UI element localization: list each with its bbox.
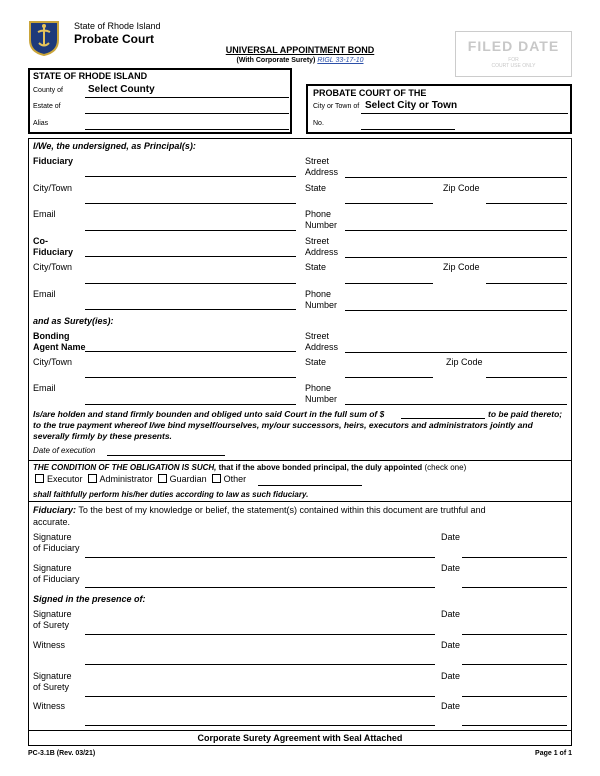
guardian-option[interactable] [158, 474, 207, 484]
fiduciary-email-field[interactable] [85, 230, 296, 231]
condition-rest: that if the above bonded principal, the duly appointed [216, 463, 423, 472]
of-surety-label-2: of Surety [33, 682, 70, 692]
obligation-line-2: to the true payment whereof I/we bind myself/ourselves, my/our successors, heirs, executors and administrators jointly and [33, 420, 533, 430]
of-surety-label-1: of Surety [33, 620, 70, 630]
statute-link[interactable]: RIGL 33-17-10 [317, 57, 364, 64]
surety-signature-field-1[interactable] [85, 634, 435, 635]
fiduciary-state-field[interactable] [345, 203, 433, 204]
date-label-6: Date [441, 701, 461, 711]
co-fiduciary-zip-field[interactable] [486, 283, 567, 284]
condition-lead: THE CONDITION OF THE OBLIGATION IS SUCH, [33, 463, 217, 472]
of-fiduciary-label-2: of Fiduciary [33, 574, 80, 584]
obligation-text-1: Is/are holden and stand firmly bounden and obliged unto said Court in the full sum of $ [33, 409, 385, 419]
other-label: Other [223, 474, 247, 484]
date-label-2: Date [441, 563, 461, 573]
email-label-3: Email [33, 383, 56, 393]
administrator-option[interactable] [88, 474, 153, 484]
form-subtitle [208, 57, 392, 64]
fiduciary-city-field[interactable] [85, 203, 296, 204]
no-label: No. [313, 120, 324, 127]
seal-attached-note: Corporate Surety Agreement with Seal Attached [197, 733, 403, 743]
other-checkbox[interactable] [212, 474, 221, 483]
estate-label: Estate of [33, 103, 61, 110]
case-number-field[interactable] [361, 129, 455, 130]
divider-1 [28, 460, 572, 461]
attest-lead: Fiduciary: [33, 505, 77, 515]
date-execution-field[interactable] [107, 455, 225, 456]
date-field-6[interactable] [462, 725, 567, 726]
city-town-label-1: City/Town [33, 183, 73, 193]
street-label-3: Street [305, 331, 330, 341]
date-label-1: Date [441, 532, 461, 542]
phone-label-2: Phone [305, 289, 332, 299]
street-label-1: Street [305, 156, 330, 166]
fiduciary-signature-field-2[interactable] [85, 587, 435, 588]
number-label-2: Number [305, 300, 338, 310]
administrator-checkbox[interactable] [88, 474, 97, 483]
state-heading: STATE OF RHODE ISLAND [33, 71, 148, 81]
probate-heading: PROBATE COURT OF THE [313, 88, 427, 98]
address-label-1: Address [305, 167, 339, 177]
witness-label-2: Witness [33, 701, 66, 711]
subtitle-text: (With Corporate Surety) [236, 57, 316, 64]
date-field-1[interactable] [462, 557, 567, 558]
agent-email-field[interactable] [85, 404, 296, 405]
signature-label-1: Signature [33, 532, 72, 542]
co-fiduciary-label: Fiduciary [33, 247, 74, 257]
street-label-2: Street [305, 236, 330, 246]
signature-label-2: Signature [33, 563, 72, 573]
surety-signature-field-2[interactable] [85, 696, 435, 697]
co-label: Co- [33, 236, 48, 246]
perform-text: shall faithfully perform his/her duties according to law as such fiduciary. [33, 490, 309, 499]
agent-city-field[interactable] [85, 377, 296, 378]
city-label: City or Town of [313, 103, 360, 110]
zip-label-2: Zip Code [443, 262, 480, 272]
agent-phone-field[interactable] [345, 404, 567, 405]
date-field-4[interactable] [462, 664, 567, 665]
co-fiduciary-phone-field[interactable] [345, 310, 567, 311]
co-fiduciary-state-field[interactable] [345, 283, 433, 284]
signature-label-4: Signature [33, 671, 72, 681]
co-fiduciary-address-field[interactable] [345, 257, 567, 258]
filed-date-stamp: FILED DATE [467, 38, 560, 54]
city-town-label-2: City/Town [33, 262, 73, 272]
date-field-3[interactable] [462, 634, 567, 635]
executor-option[interactable] [35, 474, 83, 484]
fiduciary-zip-field[interactable] [486, 203, 567, 204]
guardian-label: Guardian [169, 474, 207, 484]
witness-label-1: Witness [33, 640, 66, 650]
attest-text: To the best of my knowledge or belief, the statement(s) contained within this document are truthful and [76, 505, 486, 515]
estate-field[interactable] [85, 113, 289, 114]
phone-label-1: Phone [305, 209, 332, 219]
attest-line-1 [33, 505, 486, 515]
agent-name-label: Agent Name [33, 342, 86, 352]
phone-label-3: Phone [305, 383, 332, 393]
role-options [35, 474, 246, 484]
agent-zip-field[interactable] [486, 377, 567, 378]
executor-checkbox[interactable] [35, 474, 44, 483]
surety-heading: and as Surety(ies): [33, 316, 114, 326]
filed-stamp-box [455, 31, 572, 77]
date-label-5: Date [441, 671, 461, 681]
co-fiduciary-city-field[interactable] [85, 283, 296, 284]
agent-address-field[interactable] [345, 352, 567, 353]
signature-label-3: Signature [33, 609, 72, 619]
email-label-2: Email [33, 289, 56, 299]
rhode-island-seal-icon [28, 20, 60, 56]
date-field-5[interactable] [462, 696, 567, 697]
co-fiduciary-field[interactable] [85, 256, 296, 257]
bond-amount-field[interactable] [401, 418, 485, 419]
obligation-paid: to be paid thereto; [488, 409, 563, 419]
header-court: Probate Court [74, 32, 155, 46]
check-one-note: (check one) [424, 463, 467, 472]
city-line [361, 113, 568, 114]
agent-state-field[interactable] [345, 377, 433, 378]
address-label-3: Address [305, 342, 339, 352]
email-label-1: Email [33, 209, 56, 219]
zip-label-3: Zip Code [446, 357, 483, 367]
attest-line-2: accurate. [33, 517, 71, 527]
witness-field-2[interactable] [85, 725, 435, 726]
header-state: State of Rhode Island [74, 21, 161, 31]
city-select[interactable]: Select City or Town [365, 100, 458, 111]
date-execution-label: Date of execution [33, 446, 96, 455]
alias-label: Alias [33, 120, 49, 127]
other-specify-field[interactable] [258, 485, 362, 486]
guardian-checkbox[interactable] [158, 474, 167, 483]
filed-sub1: FOR [508, 57, 519, 63]
zip-label-1: Zip Code [443, 183, 480, 193]
county-label: County of [33, 87, 63, 94]
administrator-label: Administrator [99, 474, 153, 484]
fiduciary-field[interactable] [85, 176, 296, 177]
of-fiduciary-label-1: of Fiduciary [33, 543, 80, 553]
state-label-2: State [305, 262, 327, 272]
address-label-2: Address [305, 247, 339, 257]
page-number: Page 1 of 1 [535, 750, 572, 757]
state-label-3: State [305, 357, 327, 367]
co-fiduciary-email-field[interactable] [85, 309, 296, 310]
principal-heading: I/We, the undersigned, as Principal(s): [33, 141, 196, 151]
witness-field-1[interactable] [85, 664, 435, 665]
obligation-line-3: severally firmly by these presents. [33, 431, 172, 441]
state-label-1: State [305, 183, 327, 193]
fiduciary-address-field[interactable] [345, 177, 567, 178]
condition-line [33, 463, 466, 472]
date-label-3: Date [441, 609, 461, 619]
filed-sub2: COURT USE ONLY [491, 63, 536, 69]
divider-2 [28, 501, 572, 502]
county-select[interactable]: Select County [88, 84, 155, 95]
presence-heading: Signed in the presence of: [33, 594, 146, 604]
number-label-3: Number [305, 394, 338, 404]
form-id: PC-3.1B (Rev. 03/21) [28, 750, 96, 757]
number-label-1: Number [305, 220, 338, 230]
fiduciary-phone-field[interactable] [345, 230, 567, 231]
executor-label: Executor [47, 474, 83, 484]
other-option[interactable] [212, 474, 247, 484]
city-town-label-3: City/Town [33, 357, 73, 367]
date-field-2[interactable] [462, 587, 567, 588]
agent-name-field[interactable] [85, 351, 296, 352]
fiduciary-label: Fiduciary [33, 156, 74, 166]
county-line [85, 97, 289, 98]
date-label-4: Date [441, 640, 461, 650]
alias-field[interactable] [85, 129, 289, 130]
obligation-line-1 [33, 409, 384, 420]
bonding-label: Bonding [33, 331, 70, 341]
form-title: UNIVERSAL APPOINTMENT BOND [225, 45, 375, 55]
divider-3 [28, 730, 572, 731]
fiduciary-signature-field-1[interactable] [85, 557, 435, 558]
